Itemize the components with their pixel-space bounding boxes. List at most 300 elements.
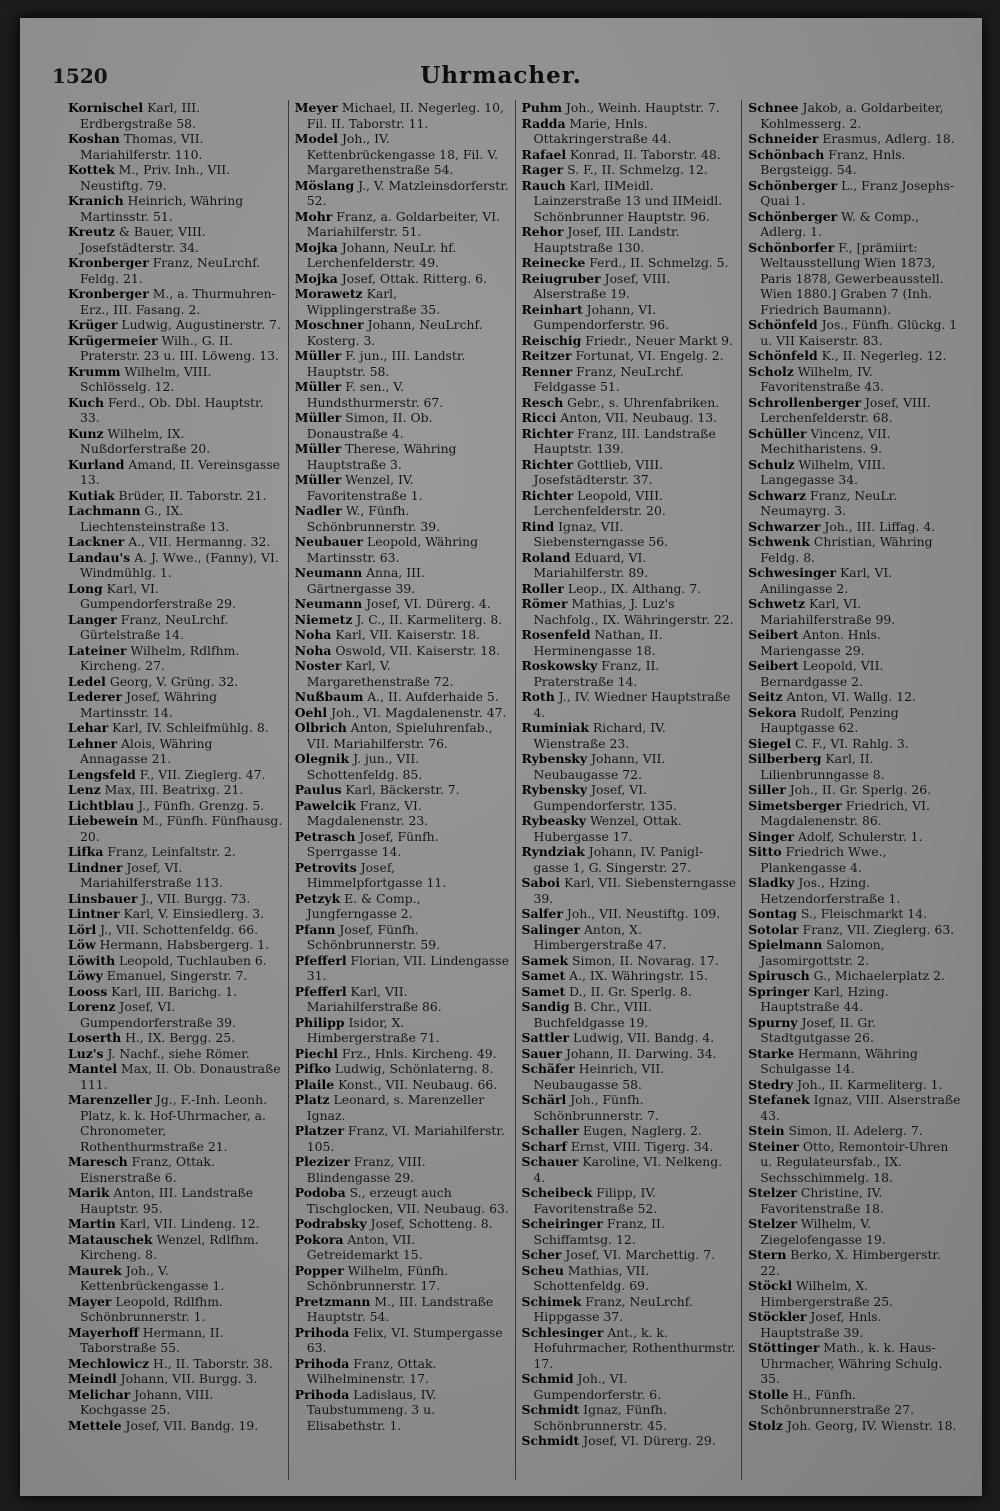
directory-entry (295, 534, 510, 565)
entry-details: Simon, II. Novarag. 17. (572, 952, 719, 968)
entry-surname: Lachmann (68, 503, 141, 518)
entry-surname: Schaller (521, 1123, 579, 1138)
directory-entry (522, 224, 737, 255)
entry-details: M., a. Thurmuhren-Erz., III. Fasang. 2. (80, 286, 276, 317)
directory-entry (68, 1294, 283, 1325)
entry-surname: Mohr (294, 208, 333, 224)
entry-surname: Samet (521, 968, 566, 983)
entry-surname: Stöttinger (748, 1340, 820, 1355)
entry-details: Ignaz, VII. Siebensterngasse 56. (533, 518, 669, 549)
entry-surname: Schüller (748, 425, 807, 441)
entry-details: Franz, NeuLrchf. Feldgasse 51. (533, 363, 684, 394)
entry-details: Anton. Hnls. Mariengasse 29. (760, 627, 881, 658)
directory-entry (295, 720, 510, 751)
directory-entry (68, 689, 283, 720)
entry-surname: Resch (521, 394, 564, 410)
entry-surname: Reischig (521, 332, 582, 348)
directory-entry (295, 100, 510, 131)
directory-entry (522, 410, 737, 426)
entry-surname: Spielmann (748, 937, 823, 952)
directory-entry (295, 798, 510, 829)
entry-surname: Koshan (68, 131, 120, 146)
directory-entry (522, 1325, 737, 1372)
directory-entry (68, 1418, 283, 1434)
directory-entry (68, 1263, 283, 1294)
entry-surname: Reinecke (521, 255, 586, 270)
entry-details: Karl, VI. Mariahilferstraße 99. (760, 596, 896, 627)
entry-details: Leopold, VII. Bernardgasse 2. (760, 658, 884, 689)
directory-entry (295, 643, 510, 659)
directory-entry (748, 426, 963, 457)
directory-entry (295, 379, 510, 410)
entry-details: Simon, II. Adelerg. 7. (788, 1123, 923, 1138)
entry-details: Wilhelm, IX. Nußdorferstraße 20. (80, 425, 211, 456)
entry-details: Math., k. k. Haus-Uhrmacher, Währing Schulg. 35. (760, 1340, 943, 1386)
entry-surname: Scher (521, 1247, 562, 1262)
column-1 (62, 100, 289, 1480)
entry-surname: Marik (68, 1185, 110, 1200)
directory-entry (295, 348, 510, 379)
directory-entry (295, 1356, 510, 1387)
entry-details: Karl, Hzing. Hauptstraße 44. (760, 983, 889, 1014)
entry-surname: Spurny (748, 1014, 798, 1030)
directory-entry (295, 627, 510, 643)
entry-surname: Starke (748, 1045, 794, 1061)
entry-surname: Seibert (748, 658, 799, 673)
entry-details: Josef, Fünfh. Schönbrunnerstr. 59. (306, 921, 441, 952)
directory-entry (748, 209, 963, 240)
directory-entry (748, 736, 963, 752)
entry-surname: Petrovits (294, 859, 357, 875)
entry-surname: Samek (521, 952, 569, 968)
entry-details: Leop., IX. Althang. 7. (567, 580, 702, 596)
directory-entry (748, 705, 963, 736)
directory-entry (748, 844, 963, 875)
directory-entry (68, 937, 283, 953)
directory-entry (748, 240, 963, 318)
entry-details: Jos., Hzing. Hetzendorferstraße 1. (760, 875, 901, 906)
directory-entry (748, 1309, 963, 1340)
entry-surname: Platz (294, 1092, 330, 1107)
entry-details: Karl, Wipplingerstraße 35. (306, 286, 441, 317)
directory-entry (522, 968, 737, 984)
entry-details: Ignaz, Fünfh. Schönbrunnerstr. 45. (533, 1402, 667, 1433)
entry-surname: Müller (294, 379, 342, 394)
directory-entry (295, 1263, 510, 1294)
directory-entry (295, 131, 510, 178)
directory-entry (68, 813, 283, 844)
entry-details: F. sen., V. Hundsthurmerstr. 67. (306, 379, 444, 410)
entry-details: A., VII. Hermanng. 32. (128, 534, 271, 549)
directory-entry (295, 984, 510, 1015)
entry-surname: Scheiringer (521, 1216, 603, 1231)
entry-surname: Pawelcik (294, 797, 356, 813)
entry-surname: Roth (521, 689, 555, 704)
entry-details: S., erzeugt auch Tischglocken, VII. Neubaug. 63. (306, 1185, 509, 1216)
directory-entry (295, 178, 510, 209)
directory-entry (68, 922, 283, 938)
entry-surname: Lengsfeld (68, 766, 136, 782)
directory-entry (68, 1046, 283, 1062)
directory-entry (748, 596, 963, 627)
entry-surname: Rybeasky (521, 813, 587, 828)
directory-entry (68, 255, 283, 286)
entry-details: Alois, Währing Annagasse 21. (80, 735, 213, 766)
entry-details: S. F., II. Schmelzg. 12. (567, 162, 708, 177)
entry-details: Hermann, II. Taborstraße 55. (80, 1324, 224, 1355)
entry-surname: Scharf (521, 1138, 567, 1154)
entry-details: M., Fünfh. Fünfhausg. 20. (80, 813, 283, 844)
entry-details: Franz, NeuLr. Neumayrg. 3. (760, 487, 898, 518)
entry-details: Ant., k. k. Hofuhrmacher, Rothenthurmstr. 17. (533, 1324, 736, 1371)
entry-details: Ludwig, Augustinerstr. 7. (121, 317, 281, 332)
entry-surname: Simetsberger (748, 797, 842, 813)
entry-details: Johann, IV. Panigl-gasse 1, G. Singerstr. 27. (533, 844, 704, 875)
entry-details: Josef, VI. Dürerg. 4. (366, 596, 491, 611)
entry-details: Heinrich, Währing Martinsstr. 51. (80, 193, 244, 224)
directory-entry (68, 984, 283, 1000)
directory-entry (295, 1325, 510, 1356)
directory-entry (748, 829, 963, 845)
entry-surname: Kreutz (68, 224, 115, 239)
directory-entry (748, 1216, 963, 1247)
directory-entry (68, 193, 283, 224)
entry-details: Karl, IIMeidl. Lainzerstraße 13 und IIMeidl. Schönbrunner Hauptstr. 96. (533, 177, 723, 224)
entry-details: Ladislaus, IV. Taubstummeng. 3 u. Elisabethstr. 1. (306, 1386, 437, 1433)
entry-surname: Krüger (68, 317, 118, 332)
directory-entry (522, 1046, 737, 1062)
entry-details: Josef, VI. Mariahilferstraße 113. (80, 859, 223, 890)
directory-entry (748, 317, 963, 348)
entry-surname: Mayer (68, 1293, 112, 1309)
entry-details: Eugen, Naglerg. 2. (582, 1123, 702, 1138)
entry-surname: Reitzer (521, 348, 572, 363)
entry-surname: Krügermeier (68, 332, 158, 348)
directory-entry (68, 503, 283, 534)
directory-entry (295, 317, 510, 348)
entry-surname: Müller (294, 410, 342, 425)
entry-details: Franz, II. Schiffamtsg. 12. (533, 1216, 665, 1247)
entry-surname: Rosenfeld (521, 627, 591, 642)
entry-surname: Müller (294, 472, 342, 487)
directory-entry (748, 984, 963, 1015)
entry-details: Johann, II. Darwing. 34. (565, 1045, 717, 1061)
entry-surname: Prihoda (294, 1324, 350, 1340)
entry-surname: Seibert (748, 627, 799, 642)
entry-details: Frz., Hnls. Kircheng. 49. (341, 1045, 497, 1061)
entry-surname: Noha (294, 627, 332, 642)
entry-details: Wilh., G. II. Praterstr. 23 u. III. Löweng. 13. (80, 332, 279, 363)
entry-surname: Mantel (68, 1061, 118, 1076)
entry-details: Franz, NeuLrchf. Hippgasse 37. (533, 1293, 693, 1324)
entry-details: J., VII. Schottenfeldg. 66. (100, 921, 259, 937)
entry-details: Josef, III. Landstr. Hauptstraße 130. (533, 224, 680, 255)
entry-surname: Paulus (294, 782, 342, 797)
directory-entry (295, 410, 510, 441)
entry-details: Karl, VII. Siebensterngasse 39. (533, 875, 737, 906)
entry-surname: Springer (748, 983, 810, 999)
entry-details: Hermann, Währing Schulgasse 14. (760, 1045, 918, 1076)
entry-surname: Schönfeld (748, 317, 818, 332)
entry-surname: Rehor (521, 224, 564, 239)
directory-entry (748, 968, 963, 984)
entry-details: Wilhelm, Rdlfhm. Kircheng. 27. (80, 642, 240, 673)
entry-details: Karl, VI. Gumpendorferstraße 29. (80, 580, 236, 611)
entry-details: Franz, VI. Magdalenenstr. 23. (306, 797, 429, 828)
entry-details: Otto, Remontoir-Uhren u. Regulateursfab., IX. Sechsschimmelg. 18. (760, 1138, 949, 1185)
entry-details: Franz, NeuLrchf. Feldg. 21. (80, 255, 261, 286)
entry-details: Karl, VII. Mariahilferstraße 86. (306, 983, 442, 1014)
directory-entry (522, 751, 737, 782)
entry-surname: Lehner (68, 735, 118, 751)
directory-entry (748, 1139, 963, 1186)
entry-details: Anton, III. Landstraße Hauptstr. 95. (80, 1185, 254, 1216)
entry-details: Franz, Leinfaltstr. 2. (107, 844, 236, 859)
entry-surname: Silberberg (748, 751, 822, 766)
entry-surname: Rager (521, 162, 564, 177)
directory-entry (522, 550, 737, 581)
entry-details: Josef, VI. Marchettig. 7. (565, 1247, 716, 1262)
entry-surname: Richter (521, 487, 574, 503)
entry-surname: Melichar (68, 1386, 131, 1402)
directory-entry (295, 891, 510, 922)
entry-details: Joh., III. Liffag. 4. (824, 518, 936, 534)
entry-surname: Olegnik (294, 751, 350, 766)
directory-entry (295, 922, 510, 953)
entry-surname: Kurland (68, 456, 125, 472)
entry-details: Brüder, II. Taborstr. 21. (118, 487, 267, 503)
entry-details: Joh., II. Karmeliterg. 1. (797, 1076, 943, 1092)
entry-details: Karl, V. Margarethenstraße 72. (306, 658, 454, 689)
entry-details: L., Franz Josephs-Quai 1. (760, 177, 955, 208)
entry-surname: Kunz (68, 425, 104, 441)
directory-entry (295, 1185, 510, 1216)
directory-entry (68, 100, 283, 131)
directory-entry (522, 953, 737, 969)
directory-entry (295, 271, 510, 287)
entry-surname: Podoba (294, 1185, 346, 1200)
entry-surname: Stern (748, 1247, 787, 1262)
directory-entry (748, 1092, 963, 1123)
directory-entry (522, 999, 737, 1030)
directory-entry (522, 162, 737, 178)
directory-entry (522, 596, 737, 627)
entry-details: D., II. Gr. Sperlg. 8. (569, 983, 692, 999)
entry-surname: Meyer (294, 100, 338, 115)
directory-entry (748, 178, 963, 209)
entry-surname: Stöckl (748, 1278, 793, 1293)
entry-surname: Loserth (68, 1030, 122, 1045)
directory-entry (295, 596, 510, 612)
directory-entry (522, 1433, 737, 1449)
entry-surname: Pfefferl (294, 983, 347, 999)
entry-details: Richard, IV. Wienstraße 23. (533, 720, 666, 751)
directory-entry (522, 1185, 737, 1216)
entry-surname: Lifka (68, 844, 104, 859)
entry-surname: Lateiner (68, 642, 127, 658)
entry-surname: Lörl (68, 921, 97, 937)
entry-surname: Schwesinger (748, 565, 837, 580)
entry-surname: Maurek (68, 1262, 122, 1278)
directory-entry (522, 813, 737, 844)
directory-entry (68, 906, 283, 922)
entry-details: Gottlieb, VIII. Josefstädterstr. 37. (533, 456, 664, 487)
entry-surname: Kranich (68, 193, 124, 208)
entry-details: Joh., IV. Kettenbrückengasse 18, Fil. V. Margarethenstraße 54. (306, 131, 498, 177)
directory-entry (748, 906, 963, 922)
entry-details: Anton, VII. Neubaug. 13. (560, 410, 718, 425)
entry-surname: Niemetz (294, 611, 353, 627)
entry-surname: Sauer (521, 1045, 562, 1061)
entry-surname: Maresch (68, 1154, 128, 1169)
entry-details: F., VII. Zieglerg. 47. (139, 766, 266, 782)
entry-details: Leopold, Tuchlauben 6. (119, 952, 267, 968)
entry-details: Konst., VII. Neubaug. 66. (338, 1076, 498, 1092)
entry-surname: Schwarz (748, 487, 807, 503)
directory-entry (68, 488, 283, 504)
entry-surname: Scholz (748, 363, 794, 379)
entry-surname: Singer (748, 828, 794, 844)
entry-details: Karl, VII. Kaiserstr. 18. (335, 627, 481, 642)
entry-details: J., V. Matzleinsdorferstr. 52. (306, 177, 509, 208)
entry-surname: Noster (294, 658, 342, 673)
directory-entry (295, 689, 510, 705)
entry-surname: Philipp (294, 1014, 345, 1030)
directory-entry (68, 612, 283, 643)
directory-entry (748, 565, 963, 596)
entry-surname: Mojka (294, 270, 338, 286)
entry-surname: Stein (748, 1123, 785, 1138)
directory-entry (295, 705, 510, 721)
directory-entry (522, 1154, 737, 1185)
entry-surname: Neubauer (294, 534, 364, 549)
entry-details: Josef, II. Gr. Stadtgutgasse 26. (760, 1014, 876, 1045)
entry-surname: Lindner (68, 859, 123, 875)
entry-surname: Schauer (521, 1154, 579, 1169)
entry-details: Wenzel, IV. Favoritenstraße 1. (306, 472, 423, 503)
directory-entry (68, 860, 283, 891)
directory-entry (522, 333, 737, 349)
directory-entry (68, 581, 283, 612)
entry-details: Wilhelm, V. Ziegelofengasse 19. (760, 1216, 886, 1247)
directory-entry (68, 1092, 283, 1154)
entry-surname: Scheu (521, 1262, 564, 1278)
directory-entry (522, 906, 737, 922)
entry-details: Therese, Währing Hauptstraße 3. (306, 441, 457, 472)
directory-entry (295, 503, 510, 534)
entry-details: Karl, IV. Schleifmühlg. 8. (112, 720, 269, 735)
entry-surname: Löwith (68, 952, 116, 968)
directory-entry (68, 1154, 283, 1185)
entry-surname: Liebewein (68, 813, 139, 828)
directory-entry (748, 751, 963, 782)
directory-entry (522, 1092, 737, 1123)
entry-details: Joh., II. Gr. Sperlg. 26. (789, 782, 932, 797)
page-number: 1520 (52, 64, 108, 88)
entry-surname: Schulz (748, 456, 795, 472)
entry-surname: Lackner (68, 534, 125, 549)
entry-details: Josef, Währing Martinsstr. 14. (80, 689, 218, 720)
entry-surname: Scheibeck (521, 1185, 593, 1200)
directory-entry (295, 472, 510, 503)
entry-surname: Noha (294, 642, 332, 658)
entry-surname: Rafael (521, 146, 567, 162)
page-header (20, 18, 982, 94)
entry-surname: Model (294, 131, 338, 146)
entry-surname: Long (68, 580, 103, 596)
directory-entry (522, 1263, 737, 1294)
entry-details: Joh. Georg, IV. Wienstr. 18. (786, 1417, 957, 1433)
entry-surname: Luz's (68, 1045, 104, 1061)
entry-surname: Petrasch (294, 828, 356, 844)
entry-details: Jos., Fünfh. Glückg. 1 u. VII Kaiserstr. 83. (760, 317, 958, 348)
directory-entry (68, 736, 283, 767)
entry-surname: Schmidt (521, 1402, 580, 1417)
entry-details: J., VII. Burgg. 73. (141, 890, 251, 906)
directory-entry (68, 968, 283, 984)
directory-entry (522, 348, 737, 364)
entry-surname: Moschner (294, 317, 364, 332)
entry-surname: Rauch (521, 177, 566, 193)
entry-surname: Lorenz (68, 999, 116, 1014)
entry-surname: Marenzeller (68, 1092, 152, 1107)
entry-details: Amand, II. Vereinsgasse 13. (80, 456, 281, 487)
entry-details: A., II. Aufderhaide 5. (367, 689, 499, 704)
entry-surname: Renner (521, 363, 573, 379)
entry-details: Josef, Himmelpfortgasse 11. (306, 859, 447, 890)
entry-details: Max, II. Ob. Donaustraße 111. (80, 1061, 281, 1092)
directory-entry (522, 100, 737, 116)
directory-entry (522, 984, 737, 1000)
entry-surname: Lichtblau (68, 797, 135, 813)
entry-details: Leopold, Währing Martinsstr. 63. (306, 534, 479, 565)
directory-entry (295, 1077, 510, 1093)
entry-surname: Kronberger (68, 286, 149, 301)
entry-surname: Lenz (68, 782, 101, 797)
entry-surname: Stolz (748, 1417, 783, 1433)
entry-surname: Schnee (748, 100, 799, 115)
entry-details: Wilhelm, X. Himbergerstraße 25. (760, 1278, 894, 1309)
entry-surname: Sontag (748, 906, 797, 921)
entry-surname: Podrabsky (294, 1216, 367, 1231)
entry-details: C. F., VI. Rahlg. 3. (795, 735, 909, 751)
directory-entry (68, 333, 283, 364)
entry-surname: Salfer (521, 906, 563, 921)
entry-details: Konrad, II. Taborstr. 48. (570, 146, 721, 162)
directory-entry (748, 1278, 963, 1309)
directory-entry (295, 953, 510, 984)
directory-entry (68, 953, 283, 969)
entry-surname: Richter (521, 425, 574, 441)
entry-surname: Schönbach (748, 146, 825, 162)
entry-surname: Puhm (521, 100, 562, 115)
entry-surname: Kutiak (68, 487, 115, 503)
entry-details: Nathan, II. Herminengasse 18. (533, 627, 663, 658)
directory-entry (748, 1185, 963, 1216)
directory-entry (295, 209, 510, 240)
directory-entry (295, 1294, 510, 1325)
directory-entry (68, 550, 283, 581)
entry-details: Ignaz, VIII. Alserstraße 43. (760, 1092, 961, 1123)
directory-entry (295, 565, 510, 596)
entry-details: Wilhelm, VIII. Schlösselg. 12. (80, 363, 212, 394)
entry-surname: Ricci (521, 410, 557, 425)
entry-surname: Stedry (748, 1076, 794, 1092)
entry-surname: Löwy (68, 968, 103, 983)
directory-entry (522, 519, 737, 550)
entry-details: Emanuel, Singerstr. 7. (106, 968, 248, 983)
directory-entry (68, 643, 283, 674)
